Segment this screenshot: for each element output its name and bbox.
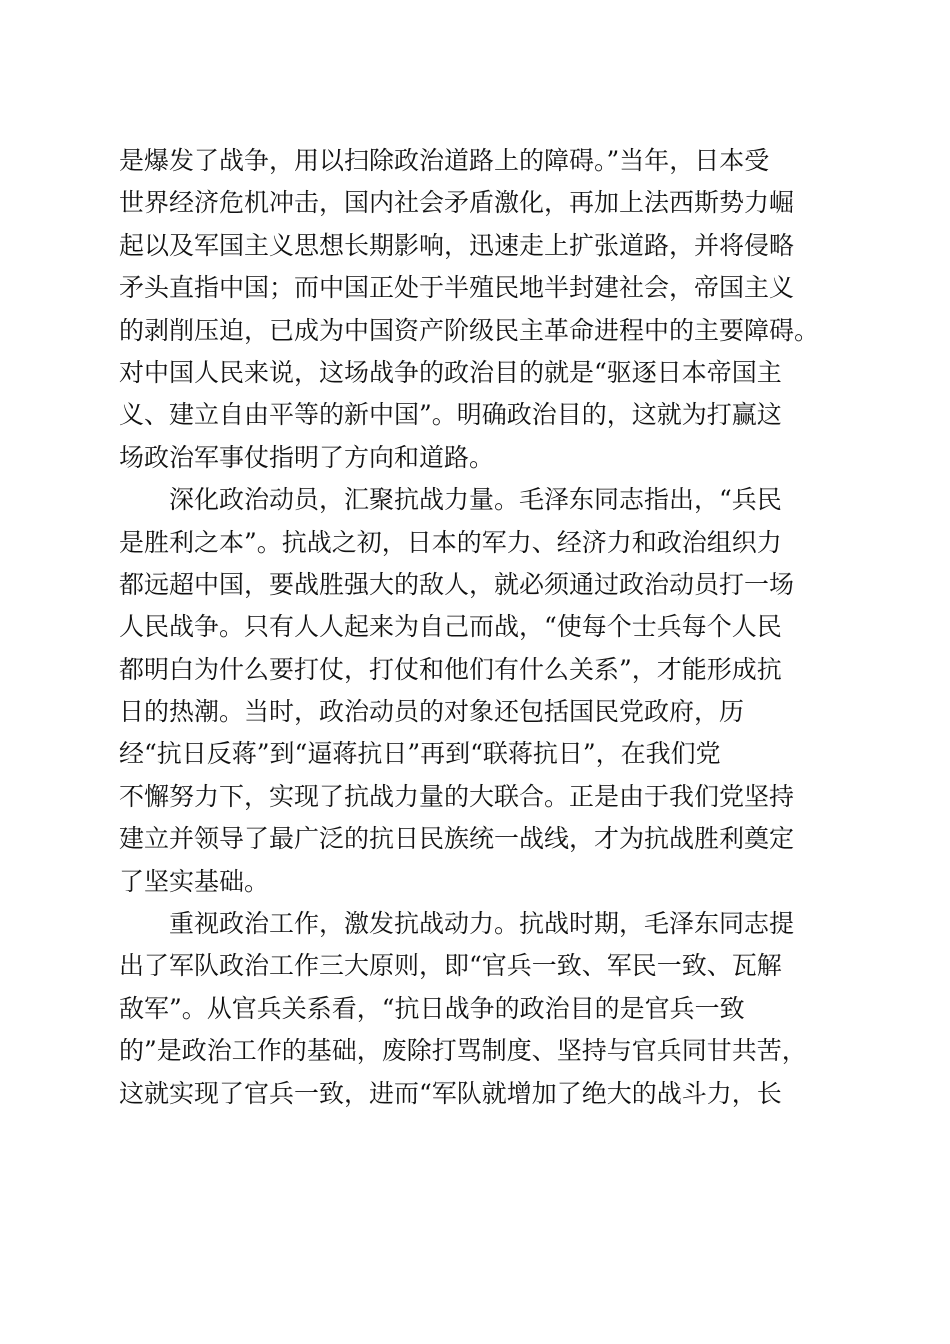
text-line: 经“抗日反蒋”到“逼蒋抗日”再到“联蒋抗日”，在我们党 <box>119 739 721 769</box>
text-line: 日的热潮。当时，政治动员的对象还包括国民党政府，历 <box>119 697 745 727</box>
text-line: 是爆发了战争，用以扫除政治道路上的障碍。”当年，日本受 <box>119 146 770 175</box>
text-line: 人民战争。只有人人起来为自己而战，“使每个士兵每个人民 <box>119 612 782 642</box>
text-line: 出了军队政治工作三大原则，即“官兵一致、军民一致、瓦解 <box>119 951 782 981</box>
text-line: 义、建立自由平等的新中国”。明确政治目的，这就为打赢这 <box>119 400 782 430</box>
text-line: 世界经济危机冲击，国内社会矛盾激化，再加上法西斯势力崛 <box>119 188 795 218</box>
text-line: 敌军”。从官兵关系看，“抗日战争的政治目的是官兵一致 <box>119 993 745 1023</box>
text-line: 不懈努力下，实现了抗战力量的大联合。正是由于我们党坚持 <box>119 781 795 811</box>
text-line: 矛头直指中国；而中国正处于半殖民地半封建社会，帝国主义 <box>119 273 795 303</box>
document-body <box>119 140 839 1115</box>
text-line: 深化政治动员，汇聚抗战力量。毛泽东同志指出，“兵民 <box>119 485 782 515</box>
text-line: 场政治军事仗指明了方向和道路。 <box>119 442 495 472</box>
text-line: 了坚实基础。 <box>119 866 270 896</box>
text-line: 对中国人民来说，这场战争的政治目的就是“驱逐日本帝国主 <box>119 357 782 387</box>
text-line: 起以及军国主义思想长期影响，迅速走上扩张道路，并将侵略 <box>119 230 795 260</box>
text-line: 的剥削压迫，已成为中国资产阶级民主革命进程中的主要障碍。 <box>119 315 820 345</box>
text-line: 这就实现了官兵一致，进而“军队就增加了绝大的战斗力，长 <box>119 1078 782 1108</box>
text-line: 建立并领导了最广泛的抗日民族统一战线，才为抗战胜利奠定 <box>119 824 795 854</box>
text-line: 重视政治工作，激发抗战动力。抗战时期，毛泽东同志提 <box>119 909 795 939</box>
text-line: 都明白为什么要打仗，打仗和他们有什么关系”，才能形成抗 <box>119 654 782 684</box>
text-line: 都远超中国，要战胜强大的敌人，就必须通过政治动员打一场 <box>119 569 795 599</box>
text-line: 的”是政治工作的基础，废除打骂制度、坚持与官兵同甘共苦， <box>119 1036 807 1066</box>
text-line: 是胜利之本”。抗战之初，日本的军力、经济力和政治组织力 <box>119 527 782 557</box>
